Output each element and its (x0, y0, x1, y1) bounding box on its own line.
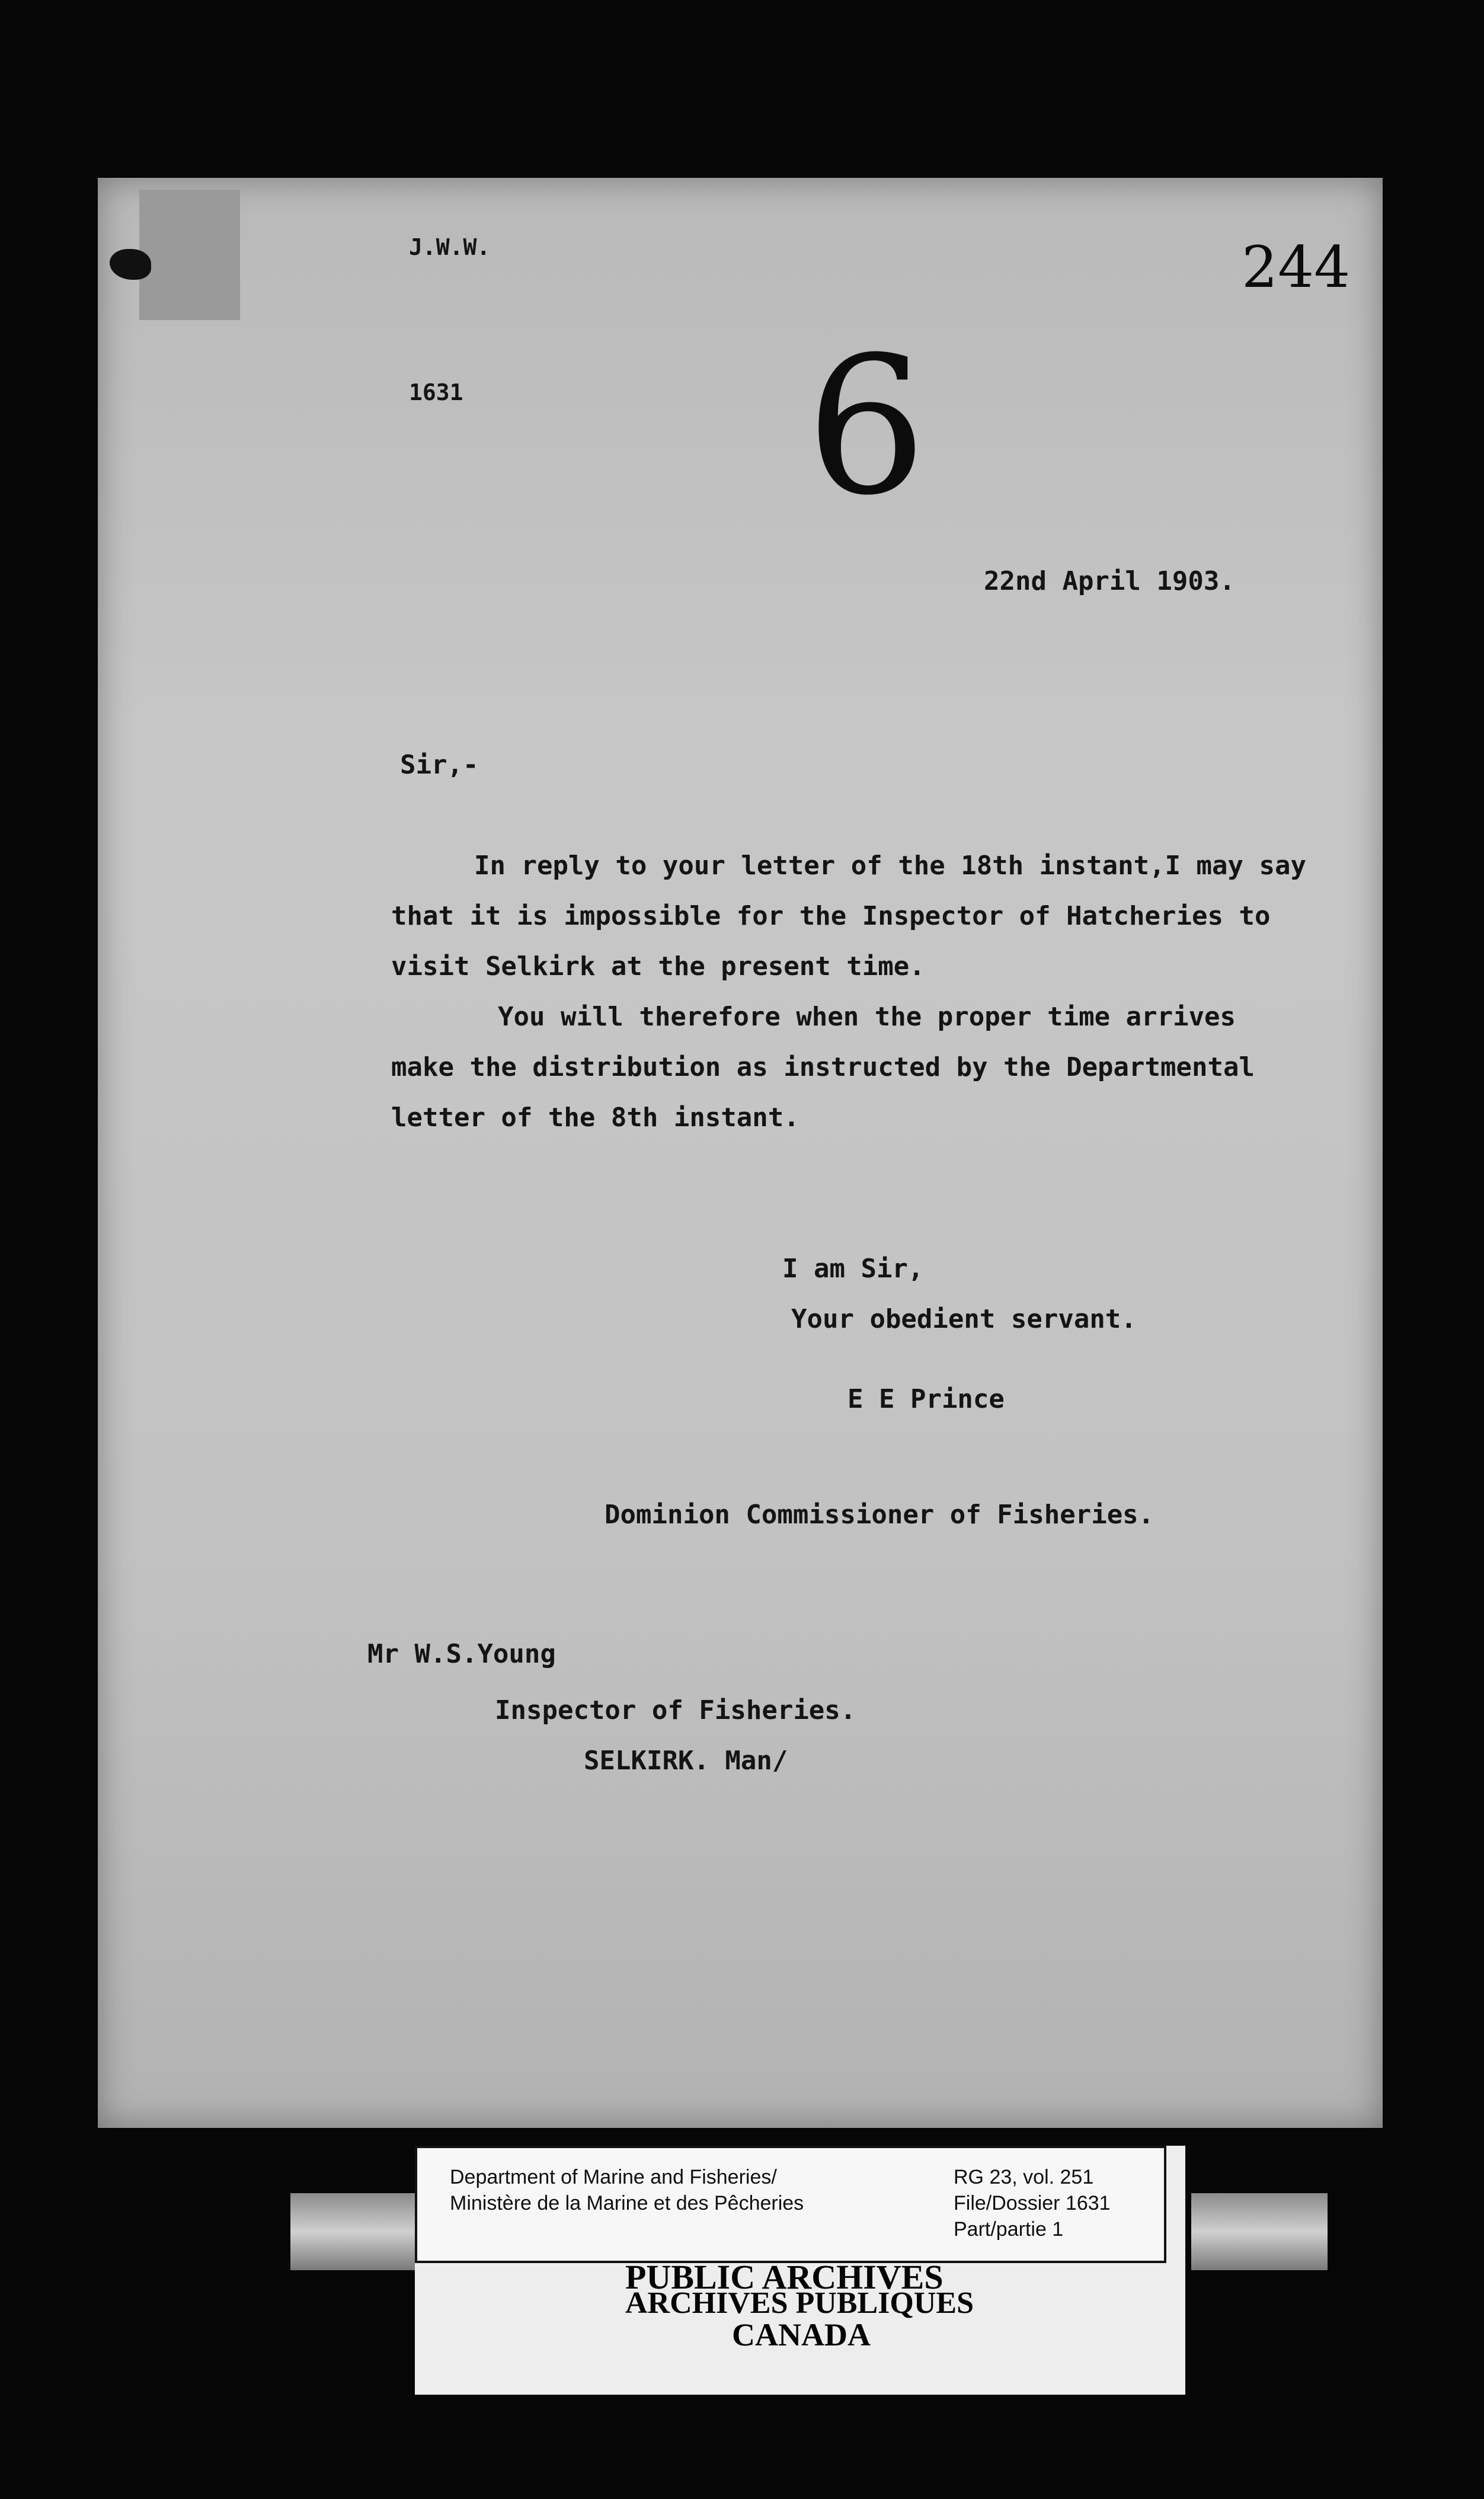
signer-title: Dominion Commissioner of Fisheries. (605, 1500, 1154, 1530)
file-number: 1631 (409, 379, 463, 405)
record-group: RG 23, vol. 251 (954, 2166, 1094, 2188)
closing-line: Your obedient servant. (791, 1304, 1137, 1334)
body-line: In reply to your letter of the 18th instant,I may say (474, 851, 1306, 881)
part-reference: Part/partie 1 (954, 2218, 1064, 2241)
addressee-title: Inspector of Fisheries. (495, 1695, 856, 1725)
letter-date: 22nd April 1903. (984, 566, 1235, 596)
mount-bar-left (290, 2193, 433, 2270)
file-reference: File/Dossier 1631 (954, 2192, 1111, 2214)
body-line: letter of the 8th instant. (391, 1102, 799, 1133)
archive-label-box (415, 2146, 1166, 2263)
body-line: You will therefore when the proper time arrives (498, 1002, 1236, 1032)
salutation: Sir,- (400, 750, 479, 780)
department-en: Department of Marine and Fisheries/ (450, 2166, 777, 2188)
signature: E E Prince (847, 1384, 1005, 1414)
stamp-line-en: PUBLIC ARCHIVES (625, 2258, 944, 2296)
department-fr: Ministère de la Marine et des Pêcheries (450, 2192, 804, 2214)
mount-bar-right (1191, 2193, 1328, 2270)
body-line: visit Selkirk at the present time. (391, 951, 925, 982)
folio-number: 244 (1242, 234, 1351, 301)
stamp-line-fr: ARCHIVES PUBLIQUES (625, 2286, 974, 2320)
closing-line: I am Sir, (782, 1254, 924, 1284)
addressee-location: SELKIRK. Man/ (584, 1746, 788, 1776)
body-line: that it is impossible for the Inspector of Hatcheries to (391, 901, 1271, 931)
archive-label (415, 2146, 1185, 2395)
stamp-line-country: CANADA (732, 2317, 871, 2353)
letter-page (98, 178, 1383, 2128)
page-number: 6 (806, 317, 927, 537)
initials: J.W.W. (409, 234, 491, 260)
corner-tab (139, 190, 240, 320)
body-line: make the distribution as instructed by the Departmental (391, 1052, 1255, 1082)
addressee-name: Mr W.S.Young (367, 1639, 556, 1669)
